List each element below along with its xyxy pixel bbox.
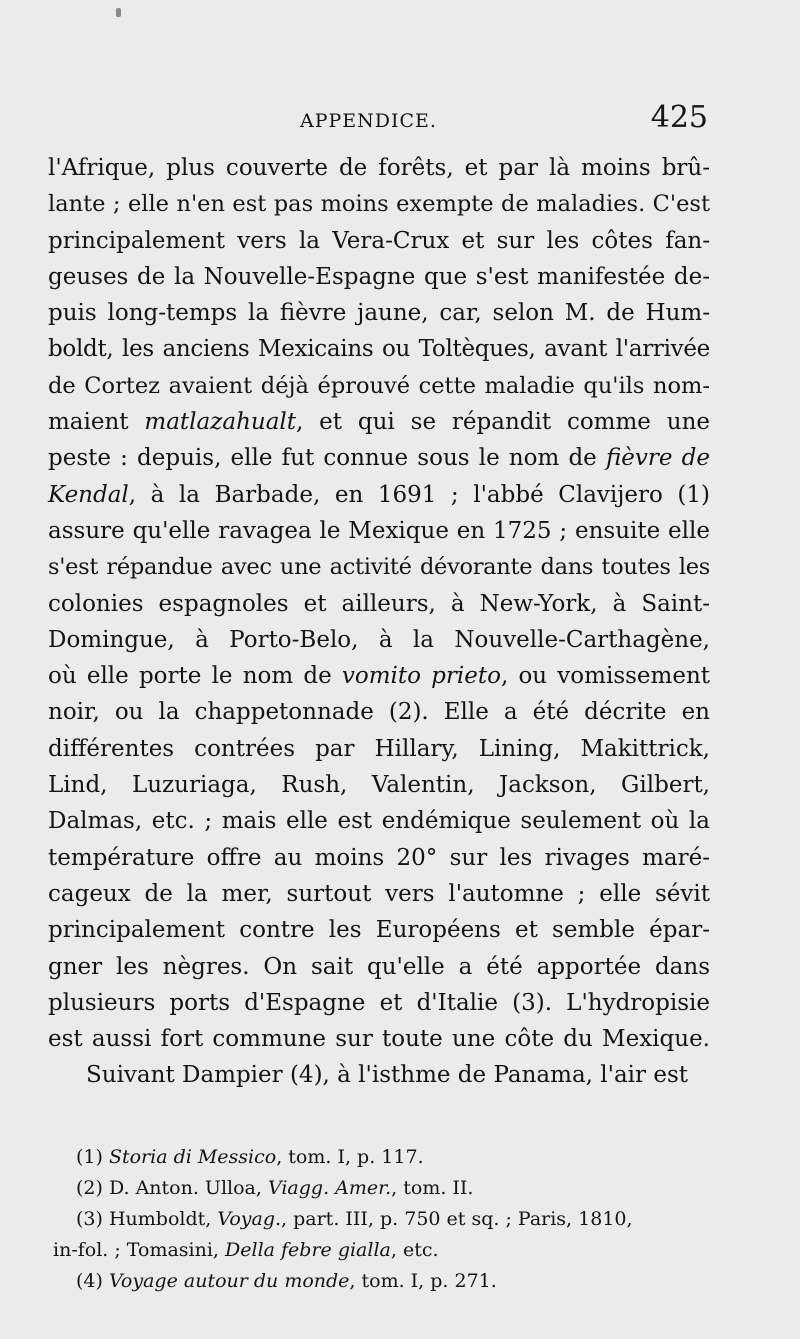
text-line: boldt, les anciens Mexicains ou Toltèques, avant l'arrivée	[48, 336, 710, 363]
text-line: de Cortez avaient déjà éprouvé cette maladie qu'ils nom-	[48, 372, 710, 399]
page-header	[48, 100, 708, 144]
footnote: (4) Voyage autour du monde, tom. I, p. 271.	[76, 1270, 497, 1292]
text-line: différentes contrées par Hillary, Lining, Makittrick,	[48, 735, 710, 762]
text-line: Suivant Dampier (4), à l'isthme de Panama, l'air est	[86, 1062, 688, 1089]
text-line: Kendal, à la Barbade, en 1691 ; l'abbé Clavijero (1)	[48, 481, 710, 508]
text-line: Lind, Luzuriaga, Rush, Valentin, Jackson, Gilbert,	[48, 772, 710, 799]
text-line: geuses de la Nouvelle-Espagne que s'est manifestée de-	[48, 263, 710, 290]
text-line: peste : depuis, elle fut connue sous le nom de fièvre de	[48, 445, 710, 472]
text-line: gner les nègres. On sait qu'elle a été apportée dans	[48, 953, 710, 980]
text-line: cageux de la mer, surtout vers l'automne ; elle sévit	[48, 880, 710, 907]
body-text	[48, 150, 710, 1094]
text-line: température offre au moins 20° sur les rivages maré-	[48, 844, 710, 871]
text-line: est aussi fort commune sur toute une côte du Mexique.	[48, 1026, 710, 1053]
running-head: APPENDICE.	[300, 110, 437, 132]
text-line: plusieurs ports d'Espagne et d'Italie (3). L'hydropisie	[48, 989, 710, 1016]
footnote: (3) Humboldt, Voyag., part. III, p. 750 et sq. ; Paris, 1810,	[76, 1208, 633, 1230]
text-line: principalement contre les Européens et semble épar-	[48, 917, 710, 944]
text-line: Dalmas, etc. ; mais elle est endémique seulement où la	[48, 808, 710, 835]
ink-speck	[116, 8, 121, 17]
text-line: principalement vers la Vera-Crux et sur les côtes fan-	[48, 227, 710, 254]
text-line: lante ; elle n'en est pas moins exempte de maladies. C'est	[48, 191, 710, 218]
text-line: noir, ou la chappetonnade (2). Elle a été décrite en	[48, 699, 710, 726]
footnote: (1) Storia di Messico, tom. I, p. 117.	[76, 1146, 424, 1168]
text-line: où elle porte le nom de vomito prieto, ou vomissement	[48, 663, 711, 690]
text-line: l'Afrique, plus couverte de forêts, et par là moins brû-	[48, 155, 710, 181]
footnote-continuation: in-fol. ; Tomasini, Della febre gialla, etc.	[53, 1239, 439, 1261]
text-line: colonies espagnoles et ailleurs, à New-York, à Saint-	[48, 590, 710, 617]
footnote: (2) D. Anton. Ulloa, Viagg. Amer., tom. II.	[76, 1177, 474, 1199]
text-line: assure qu'elle ravagea le Mexique en 1725 ; ensuite elle	[48, 517, 710, 544]
text-line: s'est répandue avec une activité dévorante dans toutes les	[48, 554, 710, 581]
page-number: 425	[650, 100, 708, 135]
text-line: maient matlazahualt, et qui se répandit comme une	[48, 409, 710, 436]
text-line: Domingue, à Porto-Belo, à la Nouvelle-Carthagène,	[48, 626, 710, 653]
text-line: puis long-temps la fièvre jaune, car, selon M. de Hum-	[48, 300, 710, 327]
footnotes	[48, 1142, 724, 1297]
